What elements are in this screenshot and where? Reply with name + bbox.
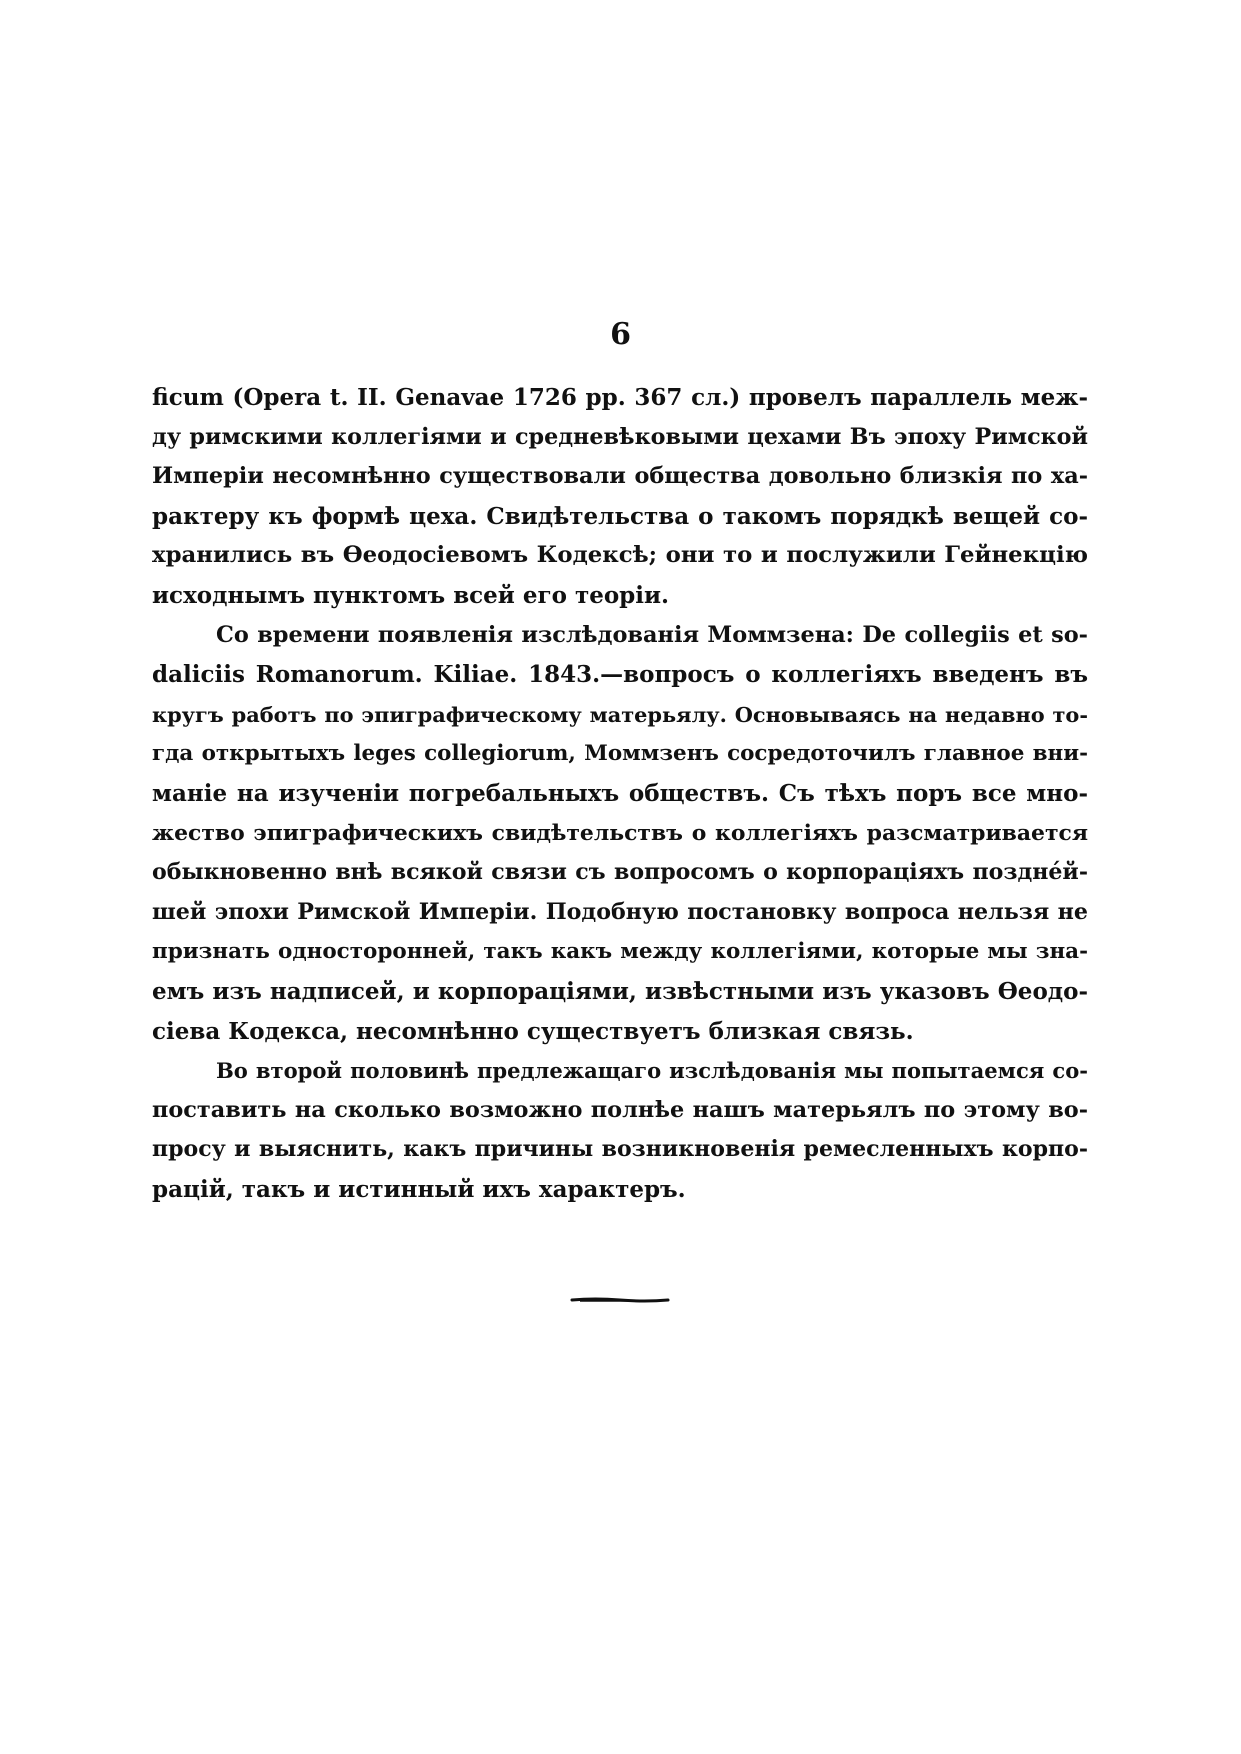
text-line: сіева Кодекса, несомнѣнно существуетъ близкая связь.: [152, 1017, 914, 1045]
text-line: daliciis Romanorum. Kiliae. 1843.—вопросъ о коллегіяхъ введенъ въ: [152, 661, 1088, 689]
text-line: Во второй половинѣ предлежащаго изслѣдованія мы попытаемся со-: [216, 1058, 1088, 1084]
text-line: просу и выяснить, какъ причины возникновенія ремесленныхъ корпо-: [152, 1136, 1088, 1163]
text-line: кругъ работъ по эпиграфическому матерьялу. Основываясь на недавно то-: [152, 701, 1088, 727]
text-line: ficum (Opera t. II. Genavae 1726 pp. 367 сл.) провелъ параллель меж-: [152, 384, 1088, 411]
text-line: обыкновенно внѣ всякой связи съ вопросомъ о корпораціяхъ поздне́й-: [152, 859, 1088, 886]
text-line: шей эпохи Римской Имперіи. Подобную постановку вопроса нельзя не: [152, 898, 1088, 925]
text-line: признать односторонней, такъ какъ между коллегіями, которые мы зна-: [152, 939, 1088, 965]
text-line: исходнымъ пунктомъ всей его теоріи.: [152, 581, 670, 609]
paragraph-3: [152, 1051, 1088, 1209]
paragraph-2: [152, 616, 1088, 1052]
text-line: поставить на сколько возможно полнѣе нашъ матерьялъ по этому во-: [152, 1096, 1088, 1123]
text-line: хранились въ Өеодосіевомъ Кодексѣ; они то и послужили Гейнекцію: [152, 542, 1088, 569]
text-line: ду римскими коллегіями и средневѣковыми цехами Въ эпоху Римской: [152, 423, 1088, 450]
paragraph-1: [152, 378, 1088, 616]
text-line: жество эпиграфическихъ свидѣтельствъ о коллегіяхъ разсматривается: [152, 819, 1088, 846]
text-line: рацій, такъ и истинный ихъ характеръ.: [152, 1175, 686, 1203]
end-rule-ornament: [570, 1296, 670, 1304]
text-line: гда открытыхъ leges collegiorum, Моммзенъ сосредоточилъ главное вни-: [152, 741, 1088, 767]
text-line: маніе на изученіи погребальныхъ обществъ. Съ тѣхъ поръ все мно-: [152, 779, 1088, 807]
body-text: [152, 378, 1088, 1209]
text-line: Имперіи несомнѣнно существовали общества довольно близкія по ха-: [152, 463, 1088, 490]
text-line: Со времени появленія изслѣдованія Моммзена: De collegiis et so-: [216, 621, 1088, 648]
text-line: емъ изъ надписей, и корпораціями, извѣстными изъ указовъ Өеодо-: [152, 977, 1088, 1005]
text-line: рактеру къ формѣ цеха. Свидѣтельства о такомъ порядкѣ вещей со-: [152, 502, 1088, 530]
page-number: 6: [610, 317, 631, 352]
